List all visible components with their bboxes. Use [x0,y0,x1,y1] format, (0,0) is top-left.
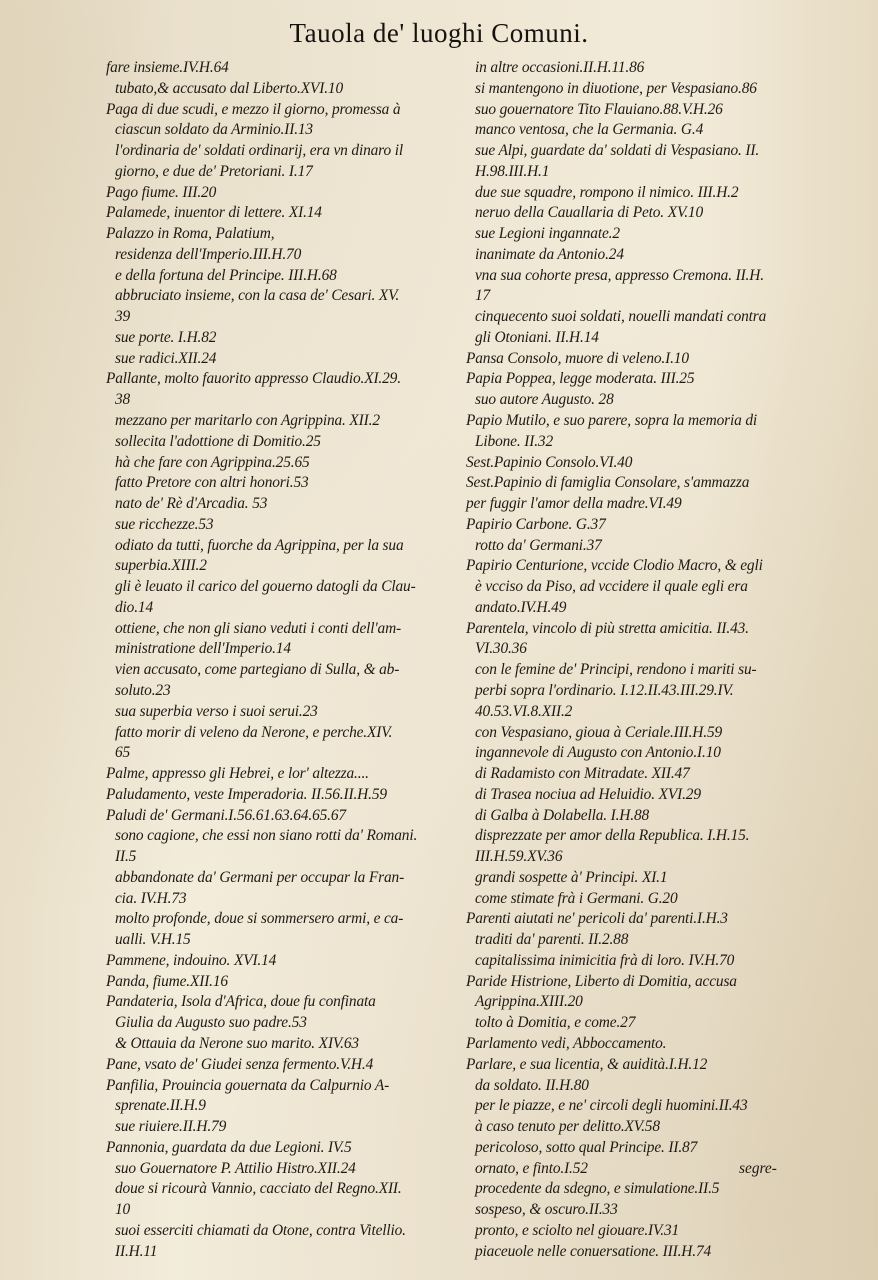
left-entry-line: Pane, vsato de' Giudei senza fermento.V.H.4 [106,1055,374,1073]
right-entry-line: ingannevole di Augusto con Antonio.I.10 [475,744,721,762]
right-entry-line: vna sua cohorte presa, appresso Cremona. II.H. [475,266,764,284]
left-entry-line: Panda, fiume.XII.16 [106,972,228,990]
right-entry-line: H.98.III.H.1 [475,162,550,180]
right-entry-line: piaceuole nelle conuersatione. III.H.74 [475,1242,712,1260]
right-entry-line: da soldato. II.H.80 [475,1076,589,1094]
left-entry-line: hà che fare con Agrippina.25.65 [115,453,310,471]
left-entry-line: fatto Pretore con altri honori.53 [115,474,309,492]
left-entry-line: Paludamento, veste Imperadoria. II.56.II.H.59 [106,785,387,803]
left-entry-line: suoi esserciti chiamati da Otone, contra Vitellio. [115,1221,406,1239]
right-entry-line: disprezzate per amor della Republica. I.H.15. [475,827,750,845]
right-entry-line: Libone. II.32 [475,432,553,450]
right-entry-line: pericoloso, sotto qual Principe. II.87 [475,1138,698,1156]
left-entry-line: Panfilia, Prouincia gouernata da Calpurnio A- [106,1076,390,1094]
right-entry-line: con le femine de' Principi, rendono i mariti su- [475,661,757,679]
catchword: segre- [739,1160,777,1177]
right-entry-line: manco ventosa, che la Germania. G.4 [475,121,704,139]
left-entry-line: fatto morir di veleno da Nerone, e perche.XIV. [115,723,393,741]
left-entry-line: Palazzo in Roma, Palatium, [106,225,275,243]
left-entry-line: ottiene, che non gli siano veduti i conti dell'am- [115,619,402,637]
right-entry-line: ornato, e finto.I.52 [475,1159,588,1177]
right-entry-line: III.H.59.XV.36 [475,848,563,866]
right-entry-line: Paride Histrione, Liberto di Domitia, accusa [466,972,737,990]
left-entry-line: sollecita l'adottione di Domitio.25 [115,432,321,450]
left-entry-line: cia. IV.H.73 [115,889,187,907]
left-entry-line: gli è leuato il carico del gouerno datogli da Clau- [115,578,416,596]
right-entry-line: per le piazze, e ne' circoli degli huomini.II.43 [475,1097,748,1115]
left-entry-line: Paludi de' Germani.I.56.61.63.64.65.67 [106,806,346,824]
left-entry-line: Pandateria, Isola d'Africa, doue fu confinata [106,993,376,1011]
right-entry-line: con Vespasiano, gioua à Ceriale.III.H.59 [475,723,723,741]
left-entry-line: mezzano per maritarlo con Agrippina. XII.2 [115,412,380,430]
left-entry-line: 38 [115,391,131,409]
right-entry-line: Pansa Consolo, muore di veleno.I.10 [466,349,689,367]
right-entry-line: Sest.Papinio Consolo.VI.40 [466,453,633,471]
right-entry-line: traditi da' parenti. II.2.88 [475,931,629,949]
right-entry-line: à caso tenuto per delitto.XV.58 [475,1118,660,1136]
right-entry-line: Agrippina.XIII.20 [475,993,583,1011]
left-entry-line: Palme, appresso gli Hebrei, e lor' altezza.... [106,765,369,783]
left-entry-line: II.H.11 [115,1242,158,1260]
right-entry-line: perbi sopra l'ordinario. I.12.II.43.III.29.IV. [475,681,734,699]
right-index-column [466,58,818,1262]
left-entry-line: Pallante, molto fauorito appresso Claudio.XI.29. [106,370,401,388]
right-entry-line: VI.30.36 [475,640,527,658]
right-entry-line: tolto à Domitia, e come.27 [475,1014,636,1032]
left-entry-line: odiato da tutti, fuorche da Agrippina, per la sua [115,536,404,554]
left-entry-line: Pammene, indouino. XVI.14 [106,951,277,969]
right-entry-line: Parentela, vincolo di più stretta amicitia. II.43. [466,619,749,637]
right-entry-line: Parlamento vedi, Abboccamento. [466,1034,667,1052]
left-entry-line: ministratione dell'Imperio.14 [115,640,291,658]
left-entry-line: vien accusato, come partegiano di Sulla, & ab- [115,661,400,679]
left-entry-line: superbia.XIII.2 [115,557,207,575]
left-entry-line: Palamede, inuentor di lettere. XI.14 [106,204,322,222]
right-entry-line: 17 [475,287,491,305]
left-entry-line: fare insieme.IV.H.64 [106,59,229,76]
right-entry-line: rotto da' Germani.37 [475,536,602,554]
left-entry-line: abbruciato insieme, con la casa de' Cesari. XV. [115,287,400,305]
right-entry-line: di Galba à Dolabella. I.H.88 [475,806,650,824]
left-entry-line: giorno, e due de' Pretoriani. I.17 [115,162,313,180]
right-entry-line: inanimate da Antonio.24 [475,245,624,263]
right-entry-line: Sest.Papinio di famiglia Consolare, s'ammazza [466,474,750,492]
right-entry-line: Papio Mutilo, e suo parere, sopra la memoria di [466,412,758,430]
right-entry-line: procedente da sdegno, e simulatione.II.5 [475,1180,720,1198]
right-entry-line: di Trasea nociua ad Heluidio. XVI.29 [475,785,701,803]
left-entry-line: sue riuiere.II.H.79 [115,1118,227,1136]
left-entry-line: ciascun soldato da Arminio.II.13 [115,121,313,139]
right-entry-line: pronto, e sciolto nel giouare.IV.31 [475,1221,680,1239]
left-entry-line: sono cagione, che essi non siano rotti da' Romani. [115,827,418,845]
left-entry-line: & Ottauia da Nerone suo marito. XIV.63 [115,1034,359,1052]
left-entry-line: sprenate.II.H.9 [115,1097,206,1115]
right-entry-line: Parenti aiutati ne' pericoli da' parenti.I.H.3 [466,910,728,928]
right-entry-line: sospeso, & oscuro.II.33 [475,1201,618,1219]
left-entry-line: l'ordinaria de' soldati ordinarij, era vn dinaro il [115,142,403,160]
left-entry-line: sue radici.XII.24 [115,349,217,367]
right-entry-line: per fuggir l'amor della madre.VI.49 [466,495,682,513]
right-entry-line: come stimate frà i Germani. G.20 [475,889,678,907]
right-entry-line: è vcciso da Piso, ad vccidere il quale egli era [475,578,748,596]
left-entry-line: nato de' Rè d'Arcadia. 53 [115,495,268,513]
left-entry-line: 10 [115,1201,131,1219]
left-entry-line: sue ricchezze.53 [115,515,214,533]
left-entry-line: e della fortuna del Principe. III.H.68 [115,266,337,284]
right-entry-line: di Radamisto con Mitradate. XII.47 [475,765,690,783]
left-entry-line: sua superbia verso i suoi serui.23 [115,702,318,720]
right-entry-line: sue Legioni ingannate.2 [475,225,620,243]
right-entry-line: Papirio Centurione, vccide Clodio Macro, & egli [466,557,763,575]
left-entry-line: ualli. V.H.15 [115,931,191,949]
left-entry-line: Pannonia, guardata da due Legioni. IV.5 [106,1138,352,1156]
left-entry-line: suo Gouernatore P. Attilio Histro.XII.24 [115,1159,356,1177]
left-entry-line: Giulia da Augusto suo padre.53 [115,1014,307,1032]
right-entry-line: suo gouernatore Tito Flauiano.88.V.H.26 [475,100,723,118]
page-title: Tauola de' luoghi Comuni. [289,18,589,48]
right-entry-line: capitalissima inimicitia frà di loro. IV.H.70 [475,951,735,969]
left-entry-line: Pago fiume. III.20 [106,183,217,201]
right-entry-line: gli Otoniani. II.H.14 [475,328,599,346]
left-entry-line: sue porte. I.H.82 [115,328,217,346]
left-entry-line: 65 [115,744,131,762]
left-entry-line: dio.14 [115,598,154,616]
left-entry-line: residenza dell'Imperio.III.H.70 [115,245,302,263]
left-entry-line: tubato,& accusato dal Liberto.XVI.10 [115,79,344,97]
right-entry-line: in altre occasioni.II.H.11.86 [475,59,645,76]
right-entry-line: Parlare, e sua licentia, & auidità.I.H.12 [466,1055,708,1073]
right-entry-line: sue Alpi, guardate da' soldati di Vespasiano. II. [475,142,760,160]
left-entry-line: 39 [115,308,131,326]
right-entry-line: neruo della Cauallaria di Peto. XV.10 [475,204,704,222]
left-entry-line: II.5 [115,848,137,866]
left-entry-line: molto profonde, doue si sommersero armi, e ca- [115,910,404,928]
left-entry-line: soluto.23 [115,681,171,699]
right-entry-line: 40.53.VI.8.XII.2 [475,702,573,720]
right-entry-line: andato.IV.H.49 [475,598,567,616]
right-entry-line: cinquecento suoi soldati, nouelli mandati contra [475,308,767,326]
right-entry-line: suo autore Augusto. 28 [475,391,614,409]
left-entry-line: Paga di due scudi, e mezzo il giorno, promessa à [106,100,401,118]
right-entry-line: due sue squadre, rompono il nimico. III.H.2 [475,183,739,201]
left-entry-line: abbandonate da' Germani per occupar la Fran- [115,868,405,886]
right-entry-line: Papirio Carbone. G.37 [466,515,606,533]
left-entry-line: doue si ricourà Vannio, cacciato del Regno.XII. [115,1180,402,1198]
right-entry-line: si mantengono in diuotione, per Vespasiano.86 [475,79,757,97]
left-index-column [106,58,454,1262]
right-entry-line: Papia Poppea, legge moderata. III.25 [466,370,695,388]
right-entry-line: grandi sospette à' Principi. XI.1 [475,868,668,886]
